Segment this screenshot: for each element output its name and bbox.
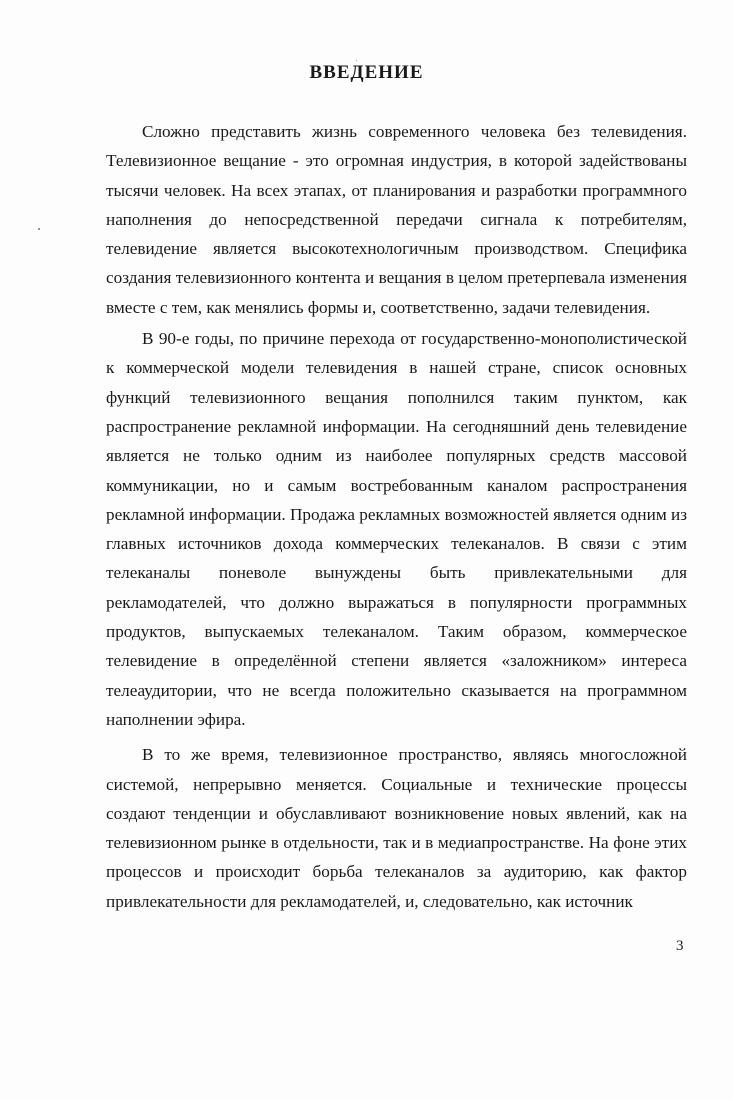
scan-speck bbox=[356, 60, 357, 61]
paragraph-1: Сложно представить жизнь современного человека без телевидения. Телевизионное вещание - это огромная индустрия, в которой задействованы тысячи человек. На всех этапах, от планирования и разработки программного наполнения до непосредственной передачи сигнала к потребителям, телевидение является высокотехнологичным производством. Специфика создания телевизионного контента и вещания в целом претерпевала изменения вместе с тем, как менялись формы и, соответственно, задачи телевидения. bbox=[106, 122, 687, 317]
page-title: ВВЕДЕНИЕ bbox=[309, 62, 424, 83]
paragraph-3: В то же время, телевизионное пространство, являясь многосложной системой, непрерывно меняется. Социальные и технические процессы создают тенденции и обуславливают возникновение новых явлений, как на телевизионном рынке в отдельности, так и в медиапространстве. На фоне этих процессов и происходит борьба телеканалов за аудиторию, как фактор привлекательности для рекламодателей, и, следовательно, как источник bbox=[106, 745, 687, 911]
body-text bbox=[106, 117, 687, 916]
scan-speck bbox=[38, 228, 40, 230]
page-number: 3 bbox=[676, 938, 684, 954]
paragraph-2: В 90-е годы, по причине перехода от государственно-монополистической к коммерческой модели телевидения в нашей стране, список основных функций телевизионного вещания пополнился таким пунктом, как распространение рекламной информации. На сегодняшний день телевидение является не только одним из наиболее популярных средств массовой коммуникации, но и самым востребованным каналом распространения рекламной информации. Продажа рекламных возможностей является одним из главных источников дохода коммерческих телеканалов. В связи с этим телеканалы поневоле вынуждены быть привлекательными для рекламодателей, что должно выражаться в популярности программных продуктов, выпускаемых телеканалом. Таким образом, коммерческое телевидение в определённой степени является «заложником» интереса телеаудитории, что не всегда положительно сказывается на программном наполнении эфира. bbox=[106, 329, 687, 729]
